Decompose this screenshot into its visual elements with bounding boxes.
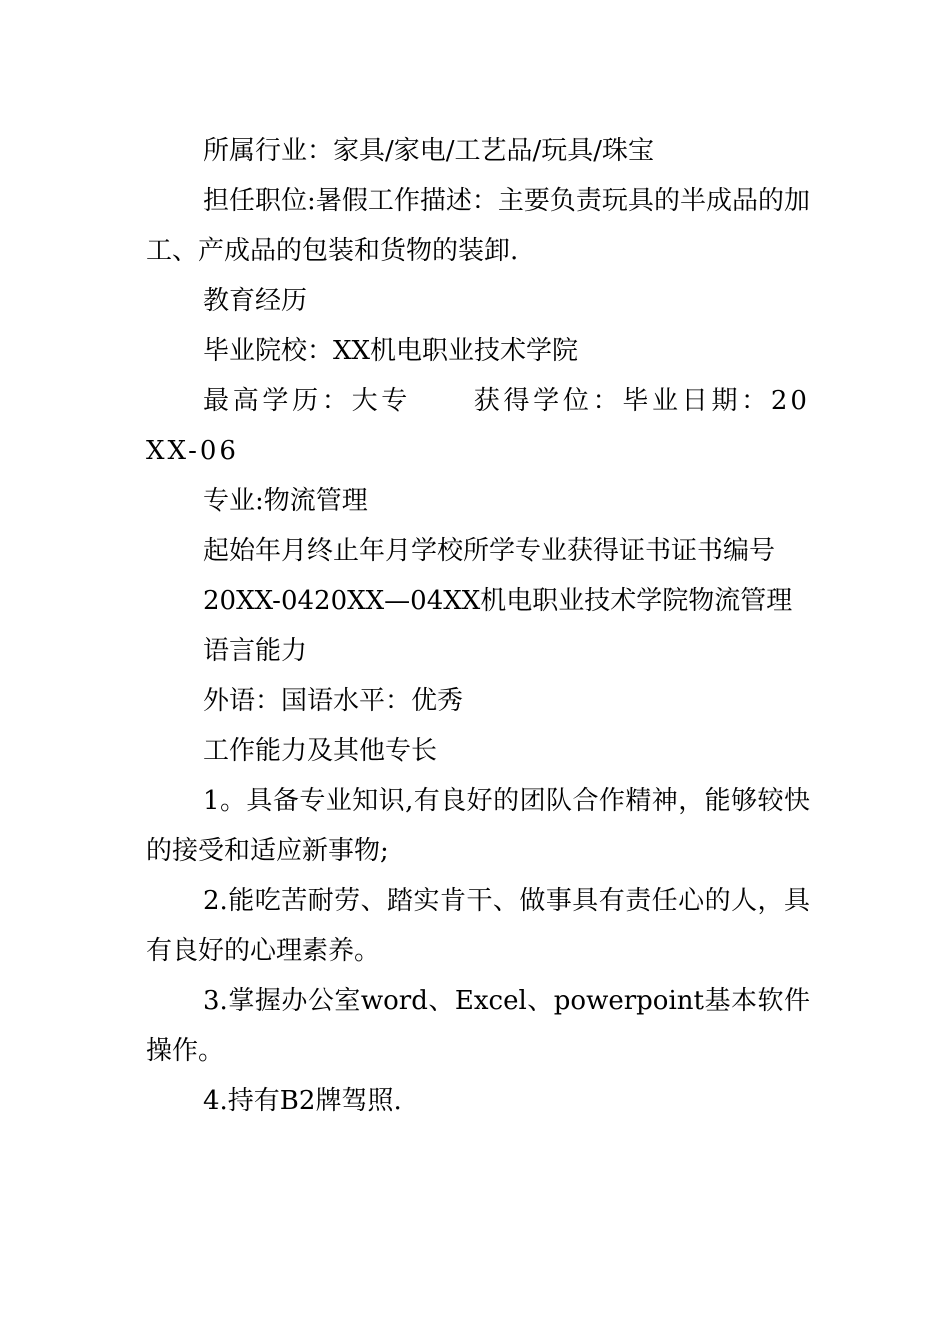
education-heading: 教育经历 [203,286,308,316]
degree-and-graduation-date: 获得学位：毕业日期：20XX-06 [146,386,810,466]
document-page [146,126,810,1126]
skills-heading: 工作能力及其他专长 [203,736,438,766]
education-table-header: 起始年月终止年月学校所学专业获得证书证书编号 [203,536,776,566]
graduation-school: 毕业院校：XX机电职业技术学院 [203,336,579,366]
position-description: 担任职位:暑假工作描述：主要负责玩具的半成品的加工、产成品的包装和货物的装卸. [146,186,810,266]
skill-item-3: 3.掌握办公室word、Excel、powerpoint基本软件操作。 [146,986,810,1066]
highest-degree: 最高学历：大专 [203,386,412,416]
industry-line: 所属行业：家具/家电/工艺品/玩具/珠宝 [203,136,655,166]
skill-item-1: 1。具备专业知识,有良好的团队合作精神，能够较快的接受和适应新事物; [146,786,810,866]
education-table-row: 20XX-0420XX—04XX机电职业技术学院物流管理 [203,586,793,616]
language-heading: 语言能力 [203,636,308,666]
skill-item-4: 4.持有B2牌驾照. [203,1086,402,1116]
foreign-language-line: 外语：国语水平：优秀 [203,686,464,716]
major-line: 专业:物流管理 [203,486,368,516]
degree-line [146,376,810,476]
skill-item-2: 2.能吃苦耐劳、踏实肯干、做事具有责任心的人，具有良好的心理素养。 [146,886,810,966]
